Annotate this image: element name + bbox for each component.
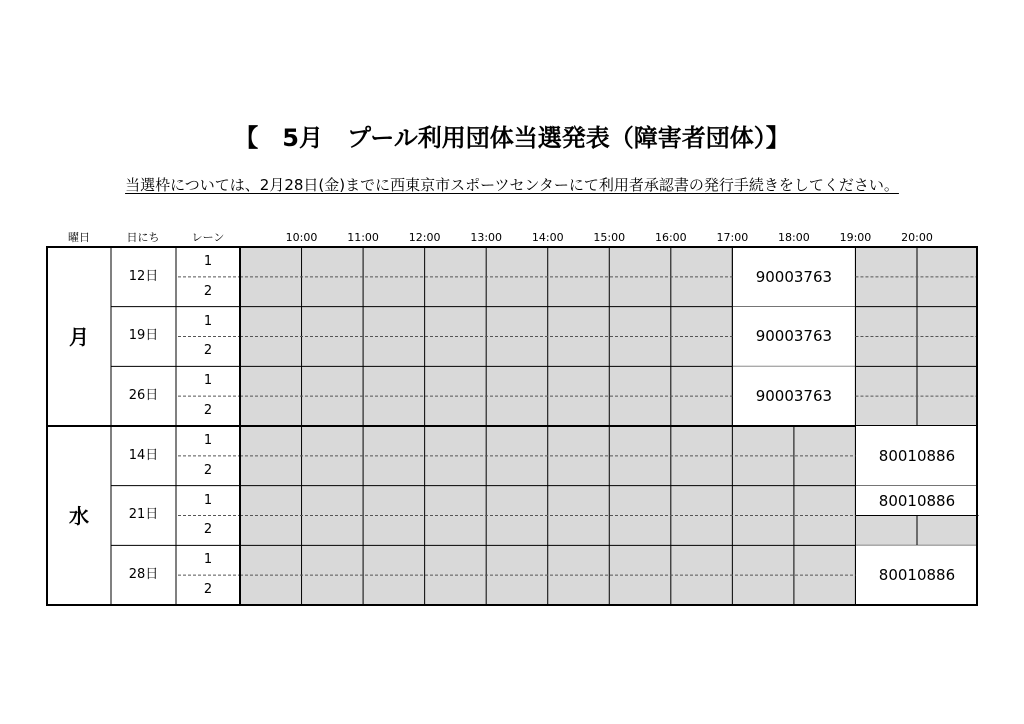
date-label: 26日	[128, 388, 159, 404]
weekday-label: 月	[69, 324, 89, 349]
lane-label: 1	[203, 373, 213, 389]
group-id: 80010886	[878, 491, 956, 510]
time-header: 11:00	[347, 231, 379, 244]
time-header: 18:00	[778, 231, 810, 244]
lane-label: 1	[203, 492, 213, 508]
lane-label: 2	[203, 522, 213, 538]
time-header: 13:00	[470, 231, 503, 244]
header-weekday: 曜日	[68, 231, 90, 244]
time-header: 10:00	[285, 231, 318, 244]
date-label: 12日	[128, 268, 159, 284]
lane-label: 1	[203, 253, 213, 269]
date-label: 19日	[128, 328, 159, 344]
lane-label: 1	[203, 432, 213, 448]
lane-label: 2	[203, 283, 213, 299]
time-header: 12:00	[408, 231, 441, 244]
time-header: 16:00	[654, 231, 687, 244]
lane-label: 1	[203, 313, 213, 329]
time-header: 19:00	[839, 231, 872, 244]
group-id: 90003763	[755, 267, 833, 286]
notice-text-underlined: 当選枠については、2月28日(金)までに西東京市スポーツセンターにて利用者承認書の発行手続きをしてください。	[125, 176, 899, 194]
weekday-label: 水	[69, 503, 89, 528]
header-date: 日にち	[126, 231, 160, 244]
page-title: 【 5月 プール利用団体当選発表（障害者団体）】	[234, 124, 790, 152]
time-header: 15:00	[593, 231, 626, 244]
date-label: 28日	[128, 567, 159, 583]
lane-label: 2	[203, 462, 213, 478]
lane-label: 2	[203, 343, 213, 359]
group-id: 90003763	[755, 387, 833, 406]
group-id: 80010886	[878, 446, 956, 465]
time-header: 20:00	[901, 231, 933, 244]
group-id: 90003763	[755, 327, 833, 346]
lane-label: 2	[203, 403, 213, 419]
group-id: 80010886	[878, 566, 956, 585]
lane-label: 2	[203, 582, 213, 598]
date-label: 21日	[128, 507, 159, 523]
time-header: 17:00	[716, 231, 749, 244]
header-lane: レーン	[191, 231, 225, 244]
date-label: 14日	[128, 447, 159, 463]
time-header: 14:00	[531, 231, 564, 244]
lane-label: 1	[203, 552, 213, 568]
